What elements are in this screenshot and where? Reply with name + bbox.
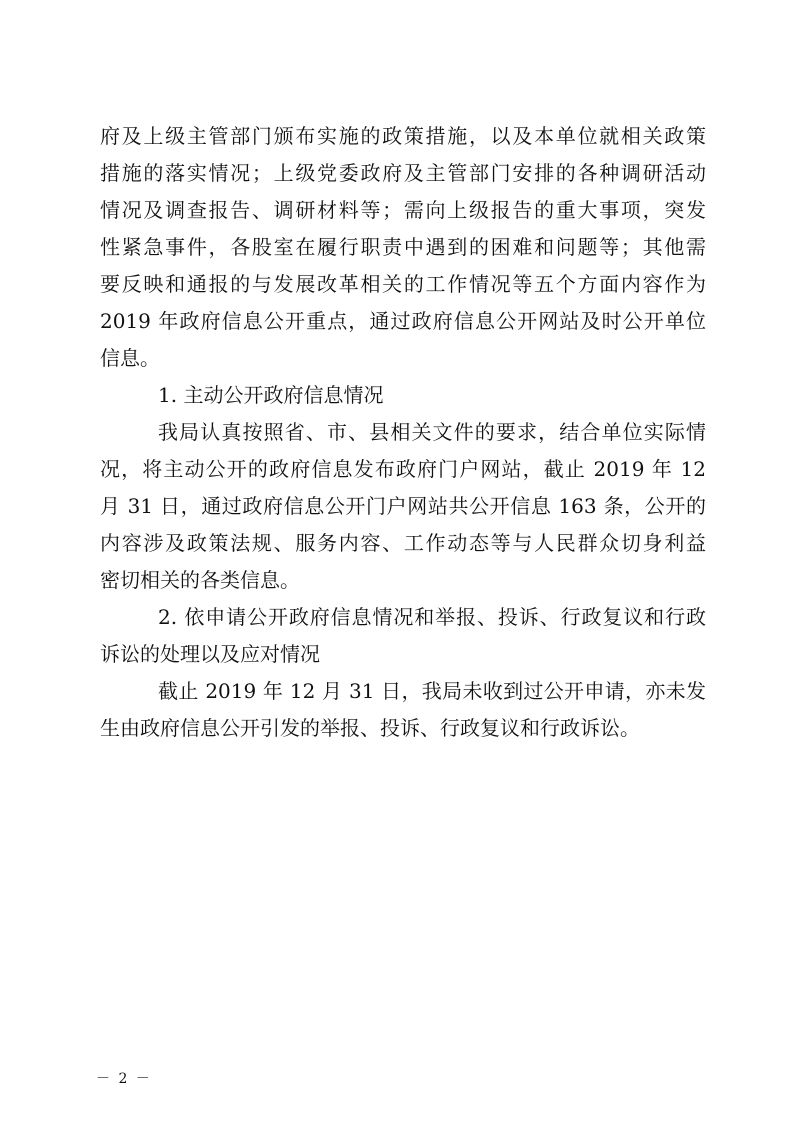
text-line: 况，将主动公开的政府信息发布政府门户网站，截止 2019 年 12: [100, 457, 706, 481]
section-heading-2: [100, 599, 706, 673]
text-line: 生由政府信息公开引发的举报、投诉、行政复议和行政诉讼。: [100, 716, 640, 740]
text-line: 府及上级主管部门颁布实施的政策措施，以及本单位就相关政策: [100, 124, 706, 148]
text-line: 信息。: [100, 346, 160, 370]
document-body: [100, 118, 706, 747]
page-number: － 2 －: [96, 1071, 152, 1087]
text-line: 情况及调查报告、调研材料等；需向上级报告的重大事项，突发: [100, 198, 706, 222]
text-line: 2019 年政府信息公开重点，通过政府信息公开网站及时公开单位: [100, 309, 706, 333]
text-line: 月 31 日，通过政府信息公开门户网站共公开信息 163 条，公开的: [100, 494, 706, 518]
text-line: 密切相关的各类信息。: [100, 568, 300, 592]
text-line: 截止 2019 年 12 月 31 日，我局未收到过公开申请，亦未发: [158, 679, 706, 703]
text-line: 性紧急事件，各股室在履行职责中遇到的困难和问题等；其他需: [100, 235, 706, 259]
paragraph-requests: [100, 673, 706, 747]
section-heading-1: 1. 主动公开政府信息情况: [158, 383, 384, 407]
paragraph-active-disclosure: [100, 414, 706, 599]
text-line: 2. 依申请公开政府信息情况和举报、投诉、行政复议和行政: [158, 605, 706, 629]
text-line: 内容涉及政策法规、服务内容、工作动态等与人民群众切身利益: [100, 531, 706, 555]
text-line: 要反映和通报的与发展改革相关的工作情况等五个方面内容作为: [100, 272, 706, 296]
text-line: 措施的落实情况；上级党委政府及主管部门安排的各种调研活动: [100, 161, 706, 185]
text-line: 我局认真按照省、市、县相关文件的要求，结合单位实际情: [158, 420, 706, 444]
text-line: 诉讼的处理以及应对情况: [100, 642, 320, 666]
paragraph-policy-scope: [100, 118, 706, 377]
